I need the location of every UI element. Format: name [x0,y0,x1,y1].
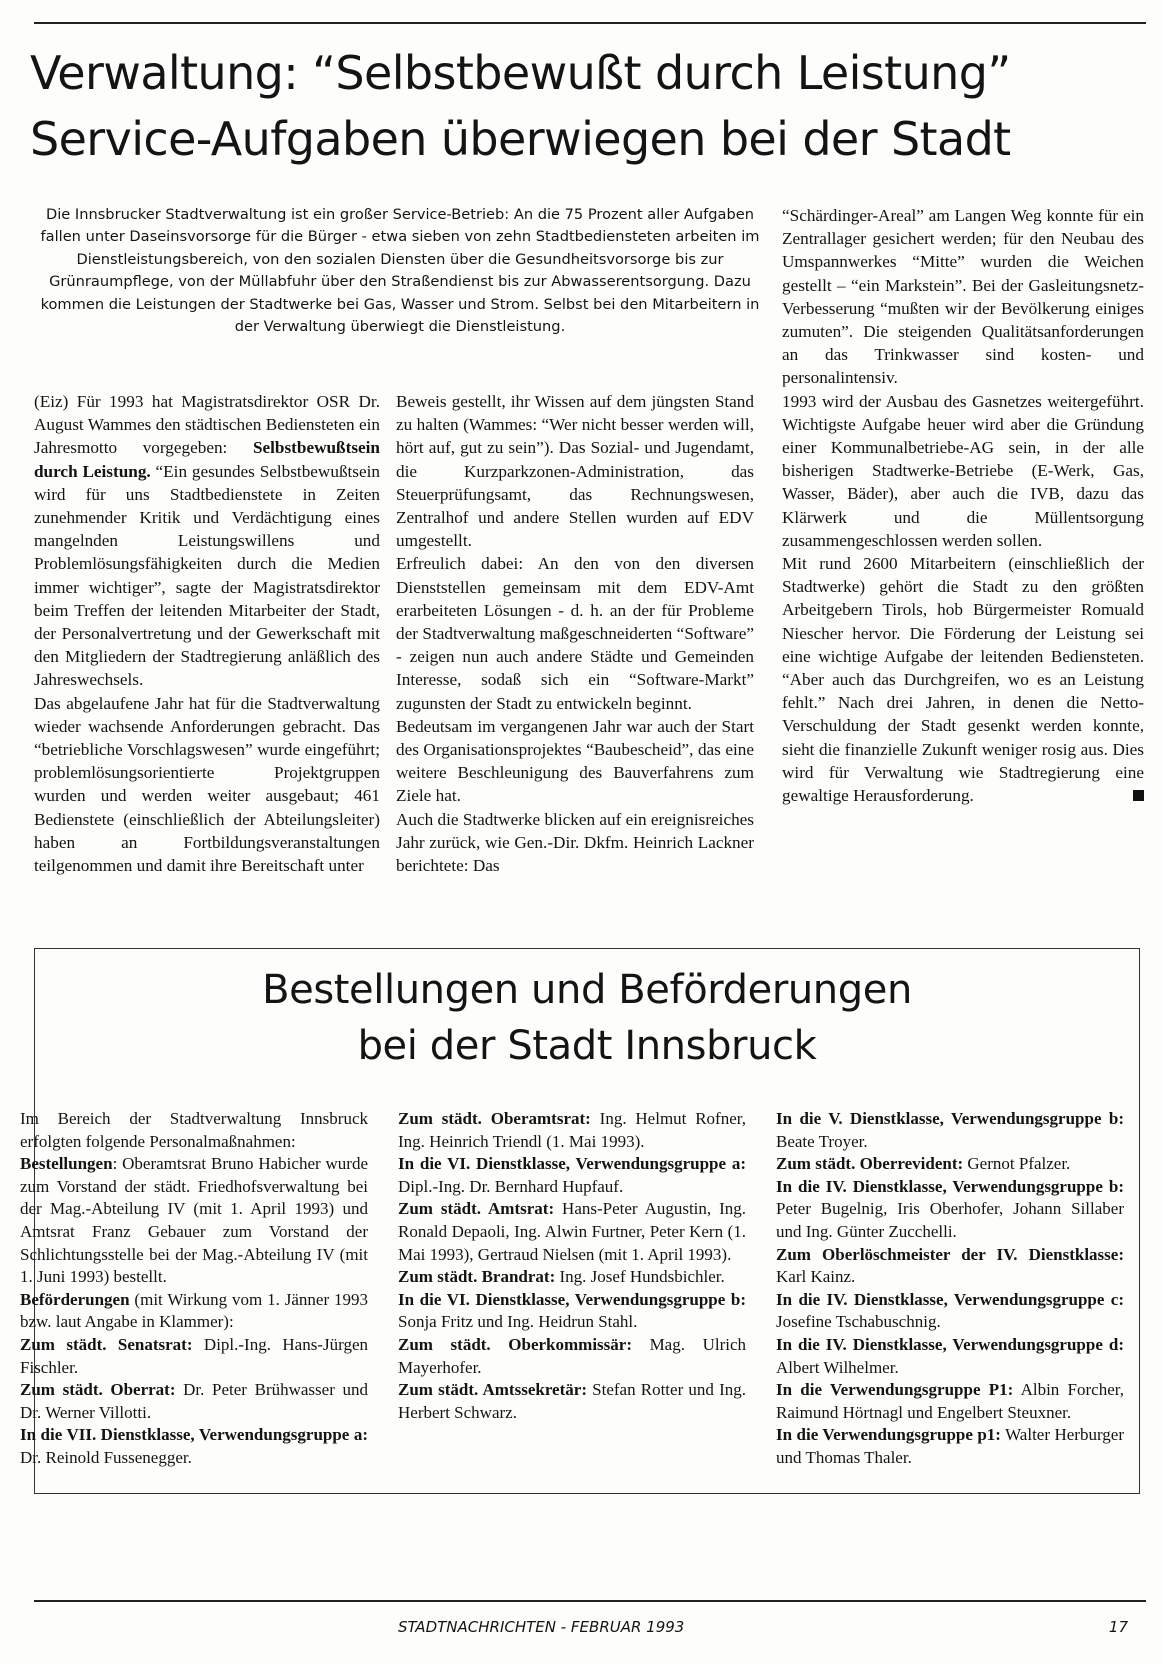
article-paragraph: Auch die Stadtwerke blicken auf ein ereignisreiches Jahr zurück, wie Gen.-Dir. Dkfm. Heinrich Lackner berichtete: Das [396,809,754,876]
entry-label: In die IV. Dienstklasse, Verwendungsgruppe c: [776,1289,1124,1309]
entry-text: Walter Herburger und Thomas Thaler. [776,1425,1125,1467]
entry-text: Sonja Fritz und Ing. Heidrun Stahl. [398,1312,638,1332]
bottom-rule [34,1600,1146,1602]
entry-label: Zum städt. Brandrat: [398,1267,556,1287]
entry-text: Dipl.-Ing. Hans-Jürgen Fischler. [20,1334,368,1377]
personnel-entry [398,1379,746,1424]
article-paragraph: Beweis gestellt, ihr Wissen auf dem jüngsten Stand zu halten (Wammes: “Wer nicht besser werden will, hört auf, gut zu sein”). Das Sozial- und Jugendamt, die Kurzparkzonen-Administration, das Steuerprüfungsamt, das Rechnungswesen, Zentralhof und andere Stellen wurden auf EDV umgestellt. [396,392,754,551]
headline-line-2: Service-Aufgaben überwiegen bei der Stadt [30,112,1011,166]
article-headline [30,40,1140,172]
entry-label: Bestellungen [20,1154,113,1174]
entry-text: Ing. Helmut Rofner, Ing. Heinrich Triendl (1. Mai 1993). [398,1109,746,1151]
article-column-1 [34,390,380,877]
entry-label: Zum städt. Oberamtsrat: [398,1109,591,1128]
headline-line-1: Verwaltung: “Selbstbewußt durch Leistung” [30,46,1011,100]
personnel-entry [398,1289,746,1334]
personnel-entry [776,1108,1124,1153]
entry-label: Zum städt. Oberrevident: [776,1154,964,1174]
entry-label: In die VI. Dienstklasse, Verwendungsgruppe b: [398,1289,746,1309]
personnel-entry [20,1424,368,1469]
personnel-entry [20,1289,368,1334]
box-column-2 [398,1108,746,1424]
entry-text: (mit Wirkung vom 1. Jänner 1993 bzw. laut Angabe in Klammer): [20,1289,368,1332]
personnel-entry [398,1334,746,1379]
entry-text: Peter Bugelnig, Iris Oberhofer, Johann Sillaber und Ing. Günter Zucchelli. [776,1199,1124,1241]
entry-label: In die IV. Dienstklasse, Verwendungsgruppe b: [776,1176,1124,1196]
entry-label: In die Verwendungsgruppe p1: [776,1425,1001,1445]
personnel-entry [776,1289,1124,1334]
article-paragraph: Mit rund 2600 Mitarbeitern (einschließlich der Stadtwerke) gehört die Stadt zu den größten Arbeitgebern Tirols, hob Bürgermeister Romuald Niescher hervor. Die Förderung der Leistung sei eine wichtige Aufgabe der leitenden Bediensteten. “Aber auch das Durchgreifen, wo es an Leistung fehlt.” Nach drei Jahren, in denen die Netto-Verschuldung der Stadt gesenkt werden konnte, sieht die finanzielle Zukunft weniger rosig aus. Dies wird für Verwaltung wie Stadtregierung eine gewaltige Herausforderung. [782,554,1144,806]
personnel-entry [398,1108,746,1153]
article-paragraph: “Schärdinger-Areal” am Langen Weg konnte für ein Zentrallager gesichert werden; für den Neubau des Umspannwerkes “Mitte” wurden die Weichen gestellt – “ein Markstein”. Bei der Gasleitungsnetz-Verbesserung “mußten wir der Bevölkerung einiges zumuten”. Die steigenden Qualitätsanforderungen an das Trinkwasser sind kosten- und personalintensiv. [782,206,1144,388]
article-paragraph: (Eiz) Für 1993 hat Magistratsdirektor OSR Dr. August Wammes den städtischen Bediensteten ein Jahresmotto vorgegeben: Selbstbewußtsein durch Leistung. “Ein gesundes Selbstbewußtsein wird für uns Stadtbedienstete in Zeiten zunehmender Kritik und Verdächtigung eines mangelnden Leistungswillens und Problemlösungsfähigkeiten durch die Medien immer wichtiger”, sagte der Magistratsdirektor beim Treffen der leitenden Mitarbeiter der Stadt, der Personalvertretung und der Gewerkschaft mit den Mitgliedern der Stadtregierung anläßlich des Jahreswechsels. [34,392,380,690]
article-paragraph: Erfreulich dabei: An den von den diversen Dienststellen gemeinsam mit dem EDV-Amt erarbeiteten Lösungen - d. h. an der für Probleme der Stadtverwaltung maßgeschneiderten “Software” - zeigen nun auch andere Städte und Gemeinden Interesse, sodaß sich ein “Software-Markt” zugunsten der Stadt zu entwickeln beginnt. [396,554,754,713]
entry-text: Albin Forcher, Raimund Hörtnagl und Engelbert Steuxner. [776,1380,1124,1422]
personnel-entry [20,1334,368,1379]
entry-label: In die Verwendungsgruppe P1: [776,1380,1014,1400]
entry-text: Stefan Rotter und Ing. Herbert Schwarz. [398,1380,746,1422]
entry-text: Albert Wilhelmer. [776,1357,899,1377]
box-title-line-1: Bestellungen und Beförderungen [262,967,912,1013]
entry-label: In die IV. Dienstklasse, Verwendungsgruppe d: [776,1334,1124,1354]
article-paragraph: Bedeutsam im vergangenen Jahr war auch der Start des Organisationsprojektes “Baubescheid”, das eine weitere Beschleunigung des Bauverfahrens zum Ziele hat. [396,716,754,806]
personnel-entry [20,1153,368,1289]
entry-label: In die VII. Dienstklasse, Verwendungsgruppe a: [20,1425,368,1445]
personnel-entry [398,1198,746,1266]
lead-paragraph: Die Innsbrucker Stadtverwaltung ist ein großer Service-Betrieb: An die 75 Prozent aller Aufgaben fallen unter Daseinsvorsorge für die Bürger - etwa sieben von zehn Stadtbediensteten arbeiten im Dienstleistungsbereich, von den sozialen Diensten über die Gesundheitsvorsorge bis zur Grünraumpflege, von der Müllabfuhr über den Straßendienst bis zur Abwasserentsorgung. Dazu kommen die Leistungen der Stadtwerke bei Gas, Wasser und Strom. Selbst bei den Mitarbeitern in der Verwaltung überwiegt die Dienstleistung. [40,206,760,336]
entry-label: In die V. Dienstklasse, Verwendungsgruppe b: [776,1109,1124,1128]
personnel-entry [776,1334,1124,1379]
personnel-entry [20,1379,368,1424]
entry-text: Gernot Pfalzer. [963,1154,1071,1174]
entry-label: Zum städt. Senatsrat: [20,1334,193,1354]
entry-label: Beförderungen [20,1289,130,1309]
entry-text: Hans-Peter Augustin, Ing. Ronald Depaoli, Ing. Alwin Furtner, Peter Kern (1. Mai 1993), Gertraud Nielsen (mit 1. April 1993). [398,1199,746,1264]
article-column-3 [782,204,1144,807]
entry-text: Beate Troyer. [776,1131,868,1151]
entry-label: Zum städt. Amtsrat: [398,1199,555,1219]
entry-text: Dipl.-Ing. Dr. Bernhard Hupfauf. [398,1176,624,1196]
personnel-entry [20,1108,368,1153]
page-number: 17 [1108,1618,1128,1636]
entry-label: Zum Oberlöschmeister der IV. Dienstklasse: [776,1244,1124,1264]
entry-label: Zum städt. Oberkommissär: [398,1334,632,1354]
personnel-entry [776,1153,1124,1176]
entry-text: Im Bereich der Stadtverwaltung Innsbruck erfolgten folgende Personalmaßnahmen: [20,1109,368,1151]
entry-text: Karl Kainz. [776,1267,856,1287]
article-paragraph: 1993 wird der Ausbau des Gasnetzes weitergeführt. Wichtigste Aufgabe heuer wird aber die Gründung einer Kommunalbetriebe-AG sein, in der alle bisherigen Stadtwerke-Betriebe (E-Werk, Gas, Wasser, Bäder), aber auch die IVB, dazu das Klärwerk und die Müllentsorgung zusammengeschlossen werden sollen. [782,391,1144,550]
publication-name: STADTNACHRICHTEN - FEBRUAR 1993 [398,1618,685,1636]
box-title-line-2: bei der Stadt Innsbruck [357,1023,817,1069]
box-title [34,962,1140,1074]
entry-label: Zum städt. Oberrat: [20,1380,176,1400]
article-column-2 [396,390,754,877]
entry-label: In die VI. Dienstklasse, Verwendungsgruppe a: [398,1154,746,1174]
personnel-entry [776,1379,1124,1424]
motto-highlight: Selbstbewußtsein durch Leistung. [34,438,380,481]
box-column-3 [776,1108,1124,1470]
box-column-1 [20,1108,368,1470]
end-of-article-mark [1133,790,1144,801]
entry-label: Zum städt. Amtssekretär: [398,1380,587,1400]
article-paragraph: Das abgelaufene Jahr hat für die Stadtverwaltung wieder wachsende Anforderungen gebracht. Das “betriebliche Vorschlagswesen” wurde eingeführt; problemlösungsorientierte Projektgruppen wurden und werden weiter ausgebaut; 461 Bedienstete (einschließlich der Abteilungsleiter) haben an Fortbildungsveranstaltungen teilgenommen und damit ihre Bereitschaft unter [34,693,380,876]
entry-text: Dr. Peter Brühwasser und Dr. Werner Villotti. [20,1380,368,1422]
entry-text: : Oberamtsrat Bruno Habicher wurde zum Vorstand der städt. Friedhofsverwaltung bei der Mag.-Abteilung IV (mit 1. April 1993) und Amtsrat Franz Gebauer zum Vorstand der Schlichtungsstelle bei der Mag.-Abteilung IV (mit 1. Juni 1993) bestellt. [20,1154,368,1287]
entry-text: Ing. Josef Hundsbichler. [555,1267,725,1287]
entry-text: Dr. Reinold Fussenegger. [20,1447,192,1467]
top-rule [34,22,1146,24]
personnel-entry [776,1244,1124,1289]
personnel-entry [398,1153,746,1198]
personnel-entry [776,1424,1124,1469]
entry-text: Josefine Tschabuschnig. [776,1312,941,1332]
personnel-entry [776,1176,1124,1244]
entry-text: Mag. Ulrich Mayerhofer. [398,1334,746,1377]
personnel-entry [398,1266,746,1289]
